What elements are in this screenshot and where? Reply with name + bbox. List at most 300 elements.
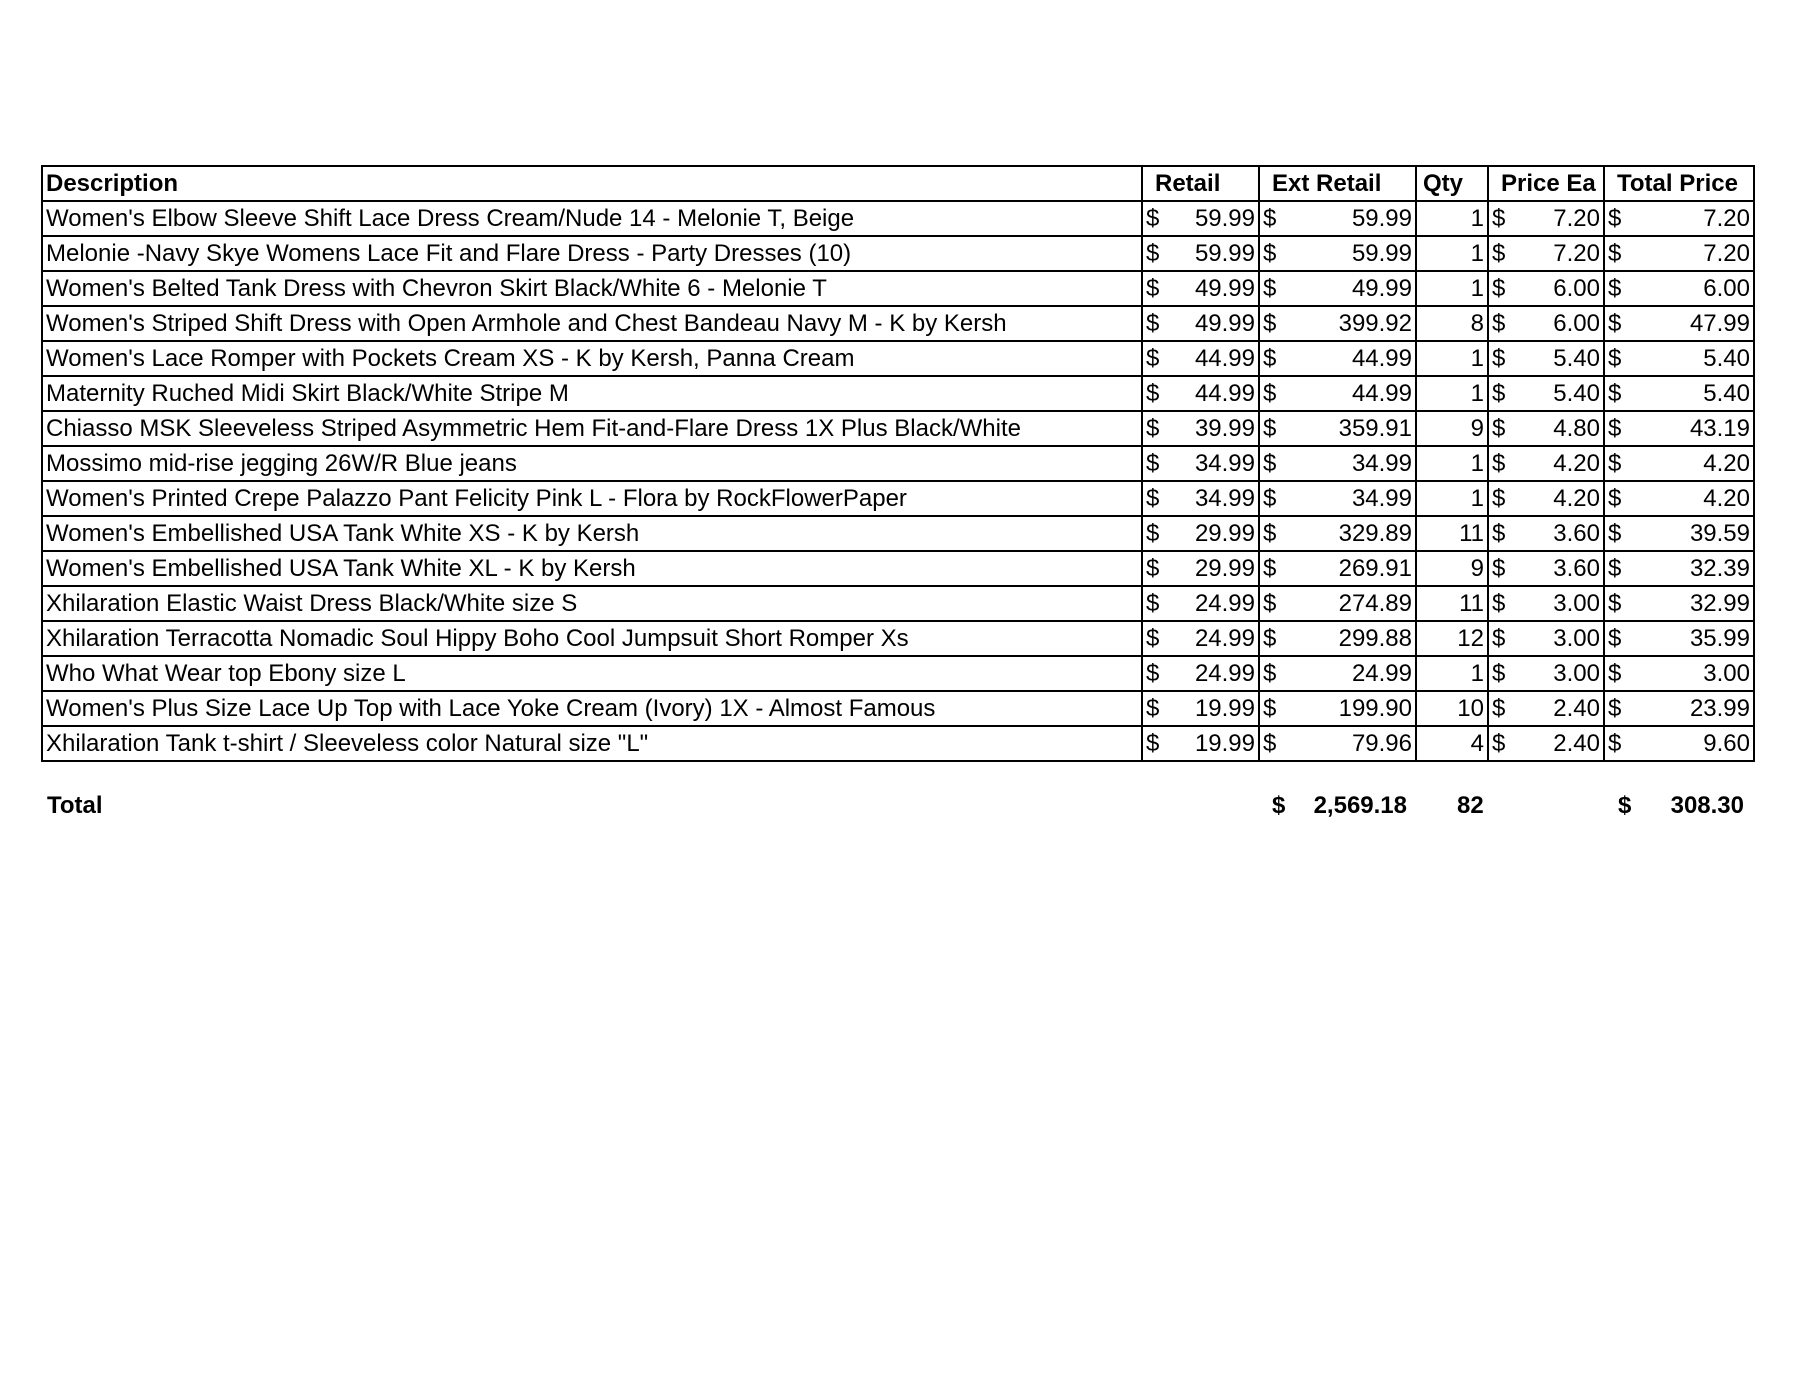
qty-cell: 10 xyxy=(1416,691,1488,726)
currency-symbol: $ xyxy=(1146,554,1160,582)
currency-symbol: $ xyxy=(1492,694,1506,722)
retail-value: 59.99 xyxy=(1194,239,1255,267)
ext-retail-money xyxy=(1263,693,1412,725)
ext-retail-value: 399.92 xyxy=(1338,309,1412,337)
ext-retail-value: 269.91 xyxy=(1338,554,1412,582)
inventory-table xyxy=(41,165,1755,762)
retail-cell xyxy=(1142,271,1259,306)
retail-cell xyxy=(1142,516,1259,551)
header-price-ea: Price Ea xyxy=(1488,166,1604,201)
description-cell: Xhilaration Tank t-shirt / Sleeveless color Natural size "L" xyxy=(42,726,1142,761)
ext-retail-money xyxy=(1263,518,1412,550)
currency-symbol: $ xyxy=(1146,624,1160,652)
retail-cell xyxy=(1142,481,1259,516)
price-ea-value: 3.60 xyxy=(1553,554,1600,582)
total-price-value: 3.00 xyxy=(1703,659,1750,687)
price-ea-money xyxy=(1492,728,1600,760)
header-description: Description xyxy=(42,166,1142,201)
description-cell: Chiasso MSK Sleeveless Striped Asymmetric Hem Fit-and-Flare Dress 1X Plus Black/White xyxy=(42,411,1142,446)
price-ea-money xyxy=(1492,658,1600,690)
retail-money xyxy=(1146,413,1255,445)
currency-symbol: $ xyxy=(1263,204,1277,232)
totals-ext-retail-symbol: $ xyxy=(1272,792,1286,819)
price-ea-money xyxy=(1492,448,1600,480)
price-ea-money xyxy=(1492,378,1600,410)
ext-retail-value: 79.96 xyxy=(1351,729,1412,757)
ext-retail-money xyxy=(1263,728,1412,760)
ext-retail-money xyxy=(1263,203,1412,235)
retail-money xyxy=(1146,378,1255,410)
ext-retail-cell xyxy=(1259,586,1416,621)
total-price-money xyxy=(1608,728,1750,760)
total-price-cell xyxy=(1604,516,1754,551)
ext-retail-cell xyxy=(1259,236,1416,271)
currency-symbol: $ xyxy=(1146,484,1160,512)
price-ea-money xyxy=(1492,483,1600,515)
total-price-money xyxy=(1608,553,1750,585)
total-price-value: 9.60 xyxy=(1703,729,1750,757)
qty-cell: 1 xyxy=(1416,201,1488,236)
ext-retail-money xyxy=(1263,623,1412,655)
currency-symbol: $ xyxy=(1608,204,1622,232)
total-price-cell xyxy=(1604,621,1754,656)
total-price-money xyxy=(1608,448,1750,480)
ext-retail-value: 44.99 xyxy=(1351,344,1412,372)
retail-value: 34.99 xyxy=(1194,449,1255,477)
totals-total-price-symbol: $ xyxy=(1618,792,1632,819)
table-row xyxy=(42,271,1754,306)
price-ea-money xyxy=(1492,623,1600,655)
ext-retail-cell xyxy=(1259,376,1416,411)
total-price-cell xyxy=(1604,446,1754,481)
retail-value: 29.99 xyxy=(1194,554,1255,582)
currency-symbol: $ xyxy=(1492,519,1506,547)
totals-label: Total xyxy=(47,792,103,819)
total-price-value: 4.20 xyxy=(1703,484,1750,512)
description-cell: Women's Plus Size Lace Up Top with Lace Yoke Cream (Ivory) 1X - Almost Famous xyxy=(42,691,1142,726)
qty-cell: 8 xyxy=(1416,306,1488,341)
ext-retail-money xyxy=(1263,238,1412,270)
qty-cell: 1 xyxy=(1416,271,1488,306)
total-price-value: 32.39 xyxy=(1689,554,1750,582)
price-ea-value: 6.00 xyxy=(1553,309,1600,337)
retail-money xyxy=(1146,308,1255,340)
price-ea-value: 7.20 xyxy=(1553,239,1600,267)
ext-retail-cell xyxy=(1259,306,1416,341)
currency-symbol: $ xyxy=(1492,274,1506,302)
price-ea-value: 2.40 xyxy=(1553,694,1600,722)
header-retail: Retail xyxy=(1142,166,1259,201)
ext-retail-cell xyxy=(1259,341,1416,376)
total-price-cell xyxy=(1604,201,1754,236)
retail-money xyxy=(1146,728,1255,760)
price-ea-cell xyxy=(1488,201,1604,236)
table-row xyxy=(42,411,1754,446)
totals-ext-retail: 2,569.18 xyxy=(1313,792,1407,819)
table-row xyxy=(42,236,1754,271)
price-ea-value: 6.00 xyxy=(1553,274,1600,302)
retail-cell xyxy=(1142,411,1259,446)
description-cell: Women's Printed Crepe Palazzo Pant Felicity Pink L - Flora by RockFlowerPaper xyxy=(42,481,1142,516)
total-price-money xyxy=(1608,238,1750,270)
retail-value: 44.99 xyxy=(1194,344,1255,372)
ext-retail-cell xyxy=(1259,201,1416,236)
retail-value: 59.99 xyxy=(1194,204,1255,232)
retail-value: 19.99 xyxy=(1194,694,1255,722)
total-price-cell xyxy=(1604,551,1754,586)
price-ea-money xyxy=(1492,588,1600,620)
description-cell: Women's Striped Shift Dress with Open Armhole and Chest Bandeau Navy M - K by Kersh xyxy=(42,306,1142,341)
table-header-row xyxy=(42,166,1754,201)
currency-symbol: $ xyxy=(1263,309,1277,337)
total-price-value: 7.20 xyxy=(1703,204,1750,232)
qty-cell: 1 xyxy=(1416,481,1488,516)
price-ea-value: 4.20 xyxy=(1553,449,1600,477)
retail-value: 49.99 xyxy=(1194,309,1255,337)
retail-money xyxy=(1146,623,1255,655)
currency-symbol: $ xyxy=(1146,344,1160,372)
currency-symbol: $ xyxy=(1608,274,1622,302)
total-price-value: 5.40 xyxy=(1703,344,1750,372)
total-price-money xyxy=(1608,623,1750,655)
description-cell: Xhilaration Elastic Waist Dress Black/White size S xyxy=(42,586,1142,621)
total-price-value: 23.99 xyxy=(1689,694,1750,722)
price-ea-value: 4.20 xyxy=(1553,484,1600,512)
ext-retail-cell xyxy=(1259,551,1416,586)
currency-symbol: $ xyxy=(1146,204,1160,232)
price-ea-value: 5.40 xyxy=(1553,379,1600,407)
currency-symbol: $ xyxy=(1492,414,1506,442)
description-cell: Xhilaration Terracotta Nomadic Soul Hippy Boho Cool Jumpsuit Short Romper Xs xyxy=(42,621,1142,656)
currency-symbol: $ xyxy=(1146,449,1160,477)
ext-retail-money xyxy=(1263,343,1412,375)
currency-symbol: $ xyxy=(1608,239,1622,267)
currency-symbol: $ xyxy=(1263,554,1277,582)
qty-cell: 1 xyxy=(1416,656,1488,691)
ext-retail-value: 299.88 xyxy=(1338,624,1412,652)
description-cell: Women's Embellished USA Tank White XS - K by Kersh xyxy=(42,516,1142,551)
total-price-cell xyxy=(1604,726,1754,761)
price-ea-value: 7.20 xyxy=(1553,204,1600,232)
total-price-value: 32.99 xyxy=(1689,589,1750,617)
total-price-cell xyxy=(1604,306,1754,341)
table-row xyxy=(42,726,1754,761)
retail-cell xyxy=(1142,656,1259,691)
total-price-value: 47.99 xyxy=(1689,309,1750,337)
retail-value: 29.99 xyxy=(1194,519,1255,547)
currency-symbol: $ xyxy=(1492,659,1506,687)
price-ea-cell xyxy=(1488,621,1604,656)
total-price-cell xyxy=(1604,586,1754,621)
retail-value: 19.99 xyxy=(1194,729,1255,757)
retail-cell xyxy=(1142,551,1259,586)
retail-money xyxy=(1146,658,1255,690)
price-ea-cell xyxy=(1488,691,1604,726)
currency-symbol: $ xyxy=(1492,379,1506,407)
currency-symbol: $ xyxy=(1608,449,1622,477)
table-row xyxy=(42,691,1754,726)
ext-retail-value: 59.99 xyxy=(1351,204,1412,232)
ext-retail-cell xyxy=(1259,481,1416,516)
total-price-cell xyxy=(1604,656,1754,691)
description-cell: Women's Lace Romper with Pockets Cream XS - K by Kersh, Panna Cream xyxy=(42,341,1142,376)
currency-symbol: $ xyxy=(1492,239,1506,267)
currency-symbol: $ xyxy=(1263,729,1277,757)
retail-money xyxy=(1146,203,1255,235)
currency-symbol: $ xyxy=(1608,624,1622,652)
ext-retail-value: 49.99 xyxy=(1351,274,1412,302)
currency-symbol: $ xyxy=(1608,694,1622,722)
retail-cell xyxy=(1142,236,1259,271)
retail-cell xyxy=(1142,201,1259,236)
table-row xyxy=(42,481,1754,516)
qty-cell: 11 xyxy=(1416,586,1488,621)
description-cell: Women's Belted Tank Dress with Chevron Skirt Black/White 6 - Melonie T xyxy=(42,271,1142,306)
total-price-value: 6.00 xyxy=(1703,274,1750,302)
ext-retail-value: 274.89 xyxy=(1338,589,1412,617)
total-price-money xyxy=(1608,343,1750,375)
retail-value: 49.99 xyxy=(1194,274,1255,302)
currency-symbol: $ xyxy=(1263,239,1277,267)
retail-cell xyxy=(1142,341,1259,376)
price-ea-money xyxy=(1492,553,1600,585)
ext-retail-value: 329.89 xyxy=(1338,519,1412,547)
currency-symbol: $ xyxy=(1263,484,1277,512)
total-price-money xyxy=(1608,693,1750,725)
description-cell: Maternity Ruched Midi Skirt Black/White Stripe M xyxy=(42,376,1142,411)
price-ea-money xyxy=(1492,238,1600,270)
total-price-value: 43.19 xyxy=(1689,414,1750,442)
header-total-price: Total Price xyxy=(1604,166,1754,201)
description-cell: Women's Embellished USA Tank White XL - K by Kersh xyxy=(42,551,1142,586)
price-ea-cell xyxy=(1488,726,1604,761)
total-price-cell xyxy=(1604,341,1754,376)
retail-value: 24.99 xyxy=(1194,589,1255,617)
currency-symbol: $ xyxy=(1492,624,1506,652)
table-body xyxy=(42,201,1754,761)
currency-symbol: $ xyxy=(1263,589,1277,617)
price-ea-cell xyxy=(1488,551,1604,586)
ext-retail-cell xyxy=(1259,656,1416,691)
currency-symbol: $ xyxy=(1263,379,1277,407)
currency-symbol: $ xyxy=(1146,414,1160,442)
retail-money xyxy=(1146,518,1255,550)
table-row xyxy=(42,306,1754,341)
currency-symbol: $ xyxy=(1146,694,1160,722)
total-price-money xyxy=(1608,413,1750,445)
price-ea-cell xyxy=(1488,376,1604,411)
description-cell: Melonie -Navy Skye Womens Lace Fit and Flare Dress - Party Dresses (10) xyxy=(42,236,1142,271)
total-price-cell xyxy=(1604,271,1754,306)
retail-cell xyxy=(1142,446,1259,481)
description-cell: Mossimo mid-rise jegging 26W/R Blue jeans xyxy=(42,446,1142,481)
price-ea-value: 3.00 xyxy=(1553,624,1600,652)
header-ext-retail: Ext Retail xyxy=(1259,166,1416,201)
total-price-money xyxy=(1608,658,1750,690)
ext-retail-cell xyxy=(1259,411,1416,446)
ext-retail-money xyxy=(1263,553,1412,585)
header-qty: Qty xyxy=(1416,166,1488,201)
currency-symbol: $ xyxy=(1492,729,1506,757)
total-price-money xyxy=(1608,483,1750,515)
qty-cell: 1 xyxy=(1416,341,1488,376)
ext-retail-cell xyxy=(1259,516,1416,551)
retail-money xyxy=(1146,693,1255,725)
ext-retail-value: 34.99 xyxy=(1351,449,1412,477)
retail-value: 44.99 xyxy=(1194,379,1255,407)
retail-cell xyxy=(1142,691,1259,726)
retail-money xyxy=(1146,483,1255,515)
qty-cell: 4 xyxy=(1416,726,1488,761)
qty-cell: 9 xyxy=(1416,551,1488,586)
price-ea-value: 2.40 xyxy=(1553,729,1600,757)
currency-symbol: $ xyxy=(1608,414,1622,442)
table-row xyxy=(42,551,1754,586)
retail-value: 24.99 xyxy=(1194,624,1255,652)
currency-symbol: $ xyxy=(1146,589,1160,617)
ext-retail-cell xyxy=(1259,726,1416,761)
currency-symbol: $ xyxy=(1146,379,1160,407)
table-row xyxy=(42,516,1754,551)
retail-cell xyxy=(1142,376,1259,411)
total-price-cell xyxy=(1604,411,1754,446)
qty-cell: 12 xyxy=(1416,621,1488,656)
price-ea-value: 5.40 xyxy=(1553,344,1600,372)
currency-symbol: $ xyxy=(1263,659,1277,687)
currency-symbol: $ xyxy=(1608,309,1622,337)
qty-cell: 11 xyxy=(1416,516,1488,551)
price-ea-money xyxy=(1492,518,1600,550)
currency-symbol: $ xyxy=(1608,554,1622,582)
retail-value: 34.99 xyxy=(1194,484,1255,512)
table-row xyxy=(42,446,1754,481)
price-ea-cell xyxy=(1488,586,1604,621)
currency-symbol: $ xyxy=(1146,729,1160,757)
price-ea-value: 3.60 xyxy=(1553,519,1600,547)
ext-retail-value: 24.99 xyxy=(1351,659,1412,687)
ext-retail-cell xyxy=(1259,446,1416,481)
description-cell: Who What Wear top Ebony size L xyxy=(42,656,1142,691)
total-price-cell xyxy=(1604,481,1754,516)
currency-symbol: $ xyxy=(1263,624,1277,652)
retail-cell xyxy=(1142,586,1259,621)
table-row xyxy=(42,621,1754,656)
price-ea-cell xyxy=(1488,306,1604,341)
currency-symbol: $ xyxy=(1146,239,1160,267)
table-row xyxy=(42,341,1754,376)
currency-symbol: $ xyxy=(1492,589,1506,617)
price-ea-money xyxy=(1492,413,1600,445)
currency-symbol: $ xyxy=(1492,449,1506,477)
retail-money xyxy=(1146,588,1255,620)
currency-symbol: $ xyxy=(1608,484,1622,512)
ext-retail-money xyxy=(1263,308,1412,340)
table-row xyxy=(42,656,1754,691)
currency-symbol: $ xyxy=(1492,204,1506,232)
currency-symbol: $ xyxy=(1146,659,1160,687)
price-ea-value: 3.00 xyxy=(1553,589,1600,617)
retail-value: 24.99 xyxy=(1194,659,1255,687)
currency-symbol: $ xyxy=(1263,694,1277,722)
ext-retail-cell xyxy=(1259,691,1416,726)
currency-symbol: $ xyxy=(1608,519,1622,547)
retail-money xyxy=(1146,448,1255,480)
total-price-money xyxy=(1608,518,1750,550)
qty-cell: 1 xyxy=(1416,376,1488,411)
retail-money xyxy=(1146,343,1255,375)
price-ea-cell xyxy=(1488,236,1604,271)
total-price-money xyxy=(1608,203,1750,235)
ext-retail-money xyxy=(1263,483,1412,515)
ext-retail-money xyxy=(1263,378,1412,410)
currency-symbol: $ xyxy=(1263,519,1277,547)
price-ea-value: 4.80 xyxy=(1553,414,1600,442)
table-row xyxy=(42,201,1754,236)
total-price-money xyxy=(1608,378,1750,410)
ext-retail-value: 359.91 xyxy=(1338,414,1412,442)
ext-retail-value: 44.99 xyxy=(1351,379,1412,407)
totals-qty: 82 xyxy=(1457,792,1484,819)
currency-symbol: $ xyxy=(1608,344,1622,372)
description-cell: Women's Elbow Sleeve Shift Lace Dress Cream/Nude 14 - Melonie T, Beige xyxy=(42,201,1142,236)
total-price-money xyxy=(1608,308,1750,340)
total-price-value: 35.99 xyxy=(1689,624,1750,652)
totals-total-price: 308.30 xyxy=(1670,792,1744,819)
currency-symbol: $ xyxy=(1492,484,1506,512)
currency-symbol: $ xyxy=(1263,344,1277,372)
total-price-money xyxy=(1608,588,1750,620)
price-ea-cell xyxy=(1488,481,1604,516)
qty-cell: 1 xyxy=(1416,446,1488,481)
qty-cell: 1 xyxy=(1416,236,1488,271)
totals-row xyxy=(0,786,1800,826)
price-ea-money xyxy=(1492,343,1600,375)
currency-symbol: $ xyxy=(1263,274,1277,302)
price-ea-money xyxy=(1492,693,1600,725)
ext-retail-money xyxy=(1263,448,1412,480)
currency-symbol: $ xyxy=(1146,274,1160,302)
price-ea-cell xyxy=(1488,411,1604,446)
table-row xyxy=(42,586,1754,621)
qty-cell: 9 xyxy=(1416,411,1488,446)
ext-retail-cell xyxy=(1259,271,1416,306)
price-ea-cell xyxy=(1488,446,1604,481)
total-price-cell xyxy=(1604,691,1754,726)
currency-symbol: $ xyxy=(1492,344,1506,372)
ext-retail-money xyxy=(1263,273,1412,305)
table-row xyxy=(42,376,1754,411)
ext-retail-value: 59.99 xyxy=(1351,239,1412,267)
ext-retail-money xyxy=(1263,658,1412,690)
currency-symbol: $ xyxy=(1608,659,1622,687)
total-price-cell xyxy=(1604,236,1754,271)
total-price-value: 39.59 xyxy=(1689,519,1750,547)
retail-cell xyxy=(1142,726,1259,761)
total-price-money xyxy=(1608,273,1750,305)
price-ea-value: 3.00 xyxy=(1553,659,1600,687)
price-ea-cell xyxy=(1488,656,1604,691)
price-ea-money xyxy=(1492,203,1600,235)
ext-retail-cell xyxy=(1259,621,1416,656)
retail-cell xyxy=(1142,621,1259,656)
ext-retail-value: 199.90 xyxy=(1338,694,1412,722)
retail-money xyxy=(1146,238,1255,270)
total-price-value: 5.40 xyxy=(1703,379,1750,407)
price-ea-cell xyxy=(1488,341,1604,376)
price-ea-money xyxy=(1492,308,1600,340)
currency-symbol: $ xyxy=(1608,589,1622,617)
currency-symbol: $ xyxy=(1608,379,1622,407)
